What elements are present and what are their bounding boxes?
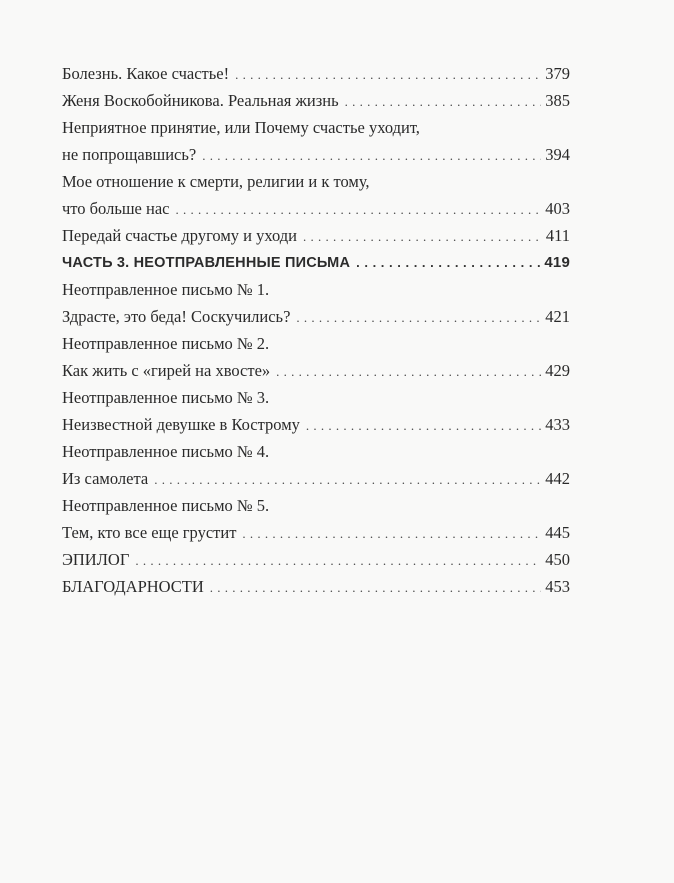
toc-entry-title: Неприятное принятие, или Почему счастье уходит, xyxy=(62,118,420,137)
toc-entry-first-line xyxy=(62,492,570,519)
toc-entry-title-continued: не попрощавшись? xyxy=(62,145,197,164)
dot-leader xyxy=(154,466,541,493)
toc-page-number: 442 xyxy=(545,469,570,488)
toc-page-number: 419 xyxy=(544,254,570,271)
dot-leader xyxy=(345,88,542,115)
toc-entry xyxy=(62,222,570,249)
toc-entry-first-line xyxy=(62,276,570,303)
toc-page-number: 403 xyxy=(545,199,570,218)
toc-entry xyxy=(62,87,570,114)
toc-entry-first-line xyxy=(62,384,570,411)
toc-entry-title-continued: Неизвестной девушке в Кострому xyxy=(62,415,300,434)
toc-page-number: 450 xyxy=(545,550,570,569)
toc-entry-first-line xyxy=(62,168,570,195)
dot-leader xyxy=(303,223,542,250)
toc-entry-title: Неотправленное письмо № 3. xyxy=(62,388,270,407)
toc-entry-title: Неотправленное письмо № 4. xyxy=(62,442,270,461)
toc-entry-title: ЭПИЛОГ xyxy=(62,550,130,569)
toc-page-number: 385 xyxy=(545,91,570,110)
toc-entry xyxy=(62,546,570,573)
toc-page-number: 394 xyxy=(545,145,570,164)
toc-entry xyxy=(62,141,570,168)
toc-entry-title: Неотправленное письмо № 2. xyxy=(62,334,270,353)
toc-entry xyxy=(62,519,570,546)
toc-entry xyxy=(62,60,570,87)
toc-entry-title: Болезнь. Какое счастье! xyxy=(62,64,230,83)
toc-page-number: 453 xyxy=(545,577,570,596)
toc-entry-title: Неотправленное письмо № 1. xyxy=(62,280,270,299)
toc-entry-title-continued: Из самолета xyxy=(62,469,149,488)
toc-entry-first-line xyxy=(62,114,570,141)
dot-leader xyxy=(202,142,541,169)
toc-entry xyxy=(62,303,570,330)
toc-entry-title-continued: Здрасте, это беда! Соскучились? xyxy=(62,307,291,326)
dot-leader xyxy=(235,61,541,88)
toc-entry xyxy=(62,465,570,492)
toc-entry-title: БЛАГОДАРНОСТИ xyxy=(62,577,204,596)
toc-entry-title: Неотправленное письмо № 5. xyxy=(62,496,270,515)
toc-part-heading xyxy=(62,249,570,276)
dot-leader xyxy=(135,547,541,574)
toc-page-number: 429 xyxy=(545,361,570,380)
dot-leader xyxy=(296,304,541,331)
toc-page-number: 421 xyxy=(545,307,570,326)
toc-entry-title-continued: что больше нас xyxy=(62,199,170,218)
toc-entry xyxy=(62,195,570,222)
toc-page-number: 433 xyxy=(545,415,570,434)
toc-entry-title: Передай счастье другому и уходи xyxy=(62,226,298,245)
toc-entry xyxy=(62,573,570,600)
toc-page-number: 379 xyxy=(545,64,570,83)
toc-entry-title-continued: Тем, кто все еще грустит xyxy=(62,523,237,542)
toc-entry-first-line xyxy=(62,330,570,357)
dot-leader xyxy=(306,412,541,439)
dot-leader xyxy=(210,574,541,601)
toc-page-number: 411 xyxy=(545,226,570,245)
toc-entry-first-line xyxy=(62,438,570,465)
toc-entry xyxy=(62,357,570,384)
table-of-contents xyxy=(62,60,570,600)
toc-entry-title-continued: Как жить с «гирей на хвосте» xyxy=(62,361,271,380)
part-title: ЧАСТЬ 3. НЕОТПРАВЛЕННЫЕ ПИСЬМА xyxy=(62,255,351,271)
dot-leader xyxy=(242,520,541,547)
toc-entry-title: Женя Воскобойникова. Реальная жизнь xyxy=(62,91,339,110)
dot-leader xyxy=(276,358,541,385)
toc-entry-title: Мое отношение к смерти, религии и к тому, xyxy=(62,172,370,191)
dot-leader xyxy=(175,196,541,223)
toc-page-number: 445 xyxy=(545,523,570,542)
toc-entry xyxy=(62,411,570,438)
dot-leader xyxy=(356,249,540,276)
